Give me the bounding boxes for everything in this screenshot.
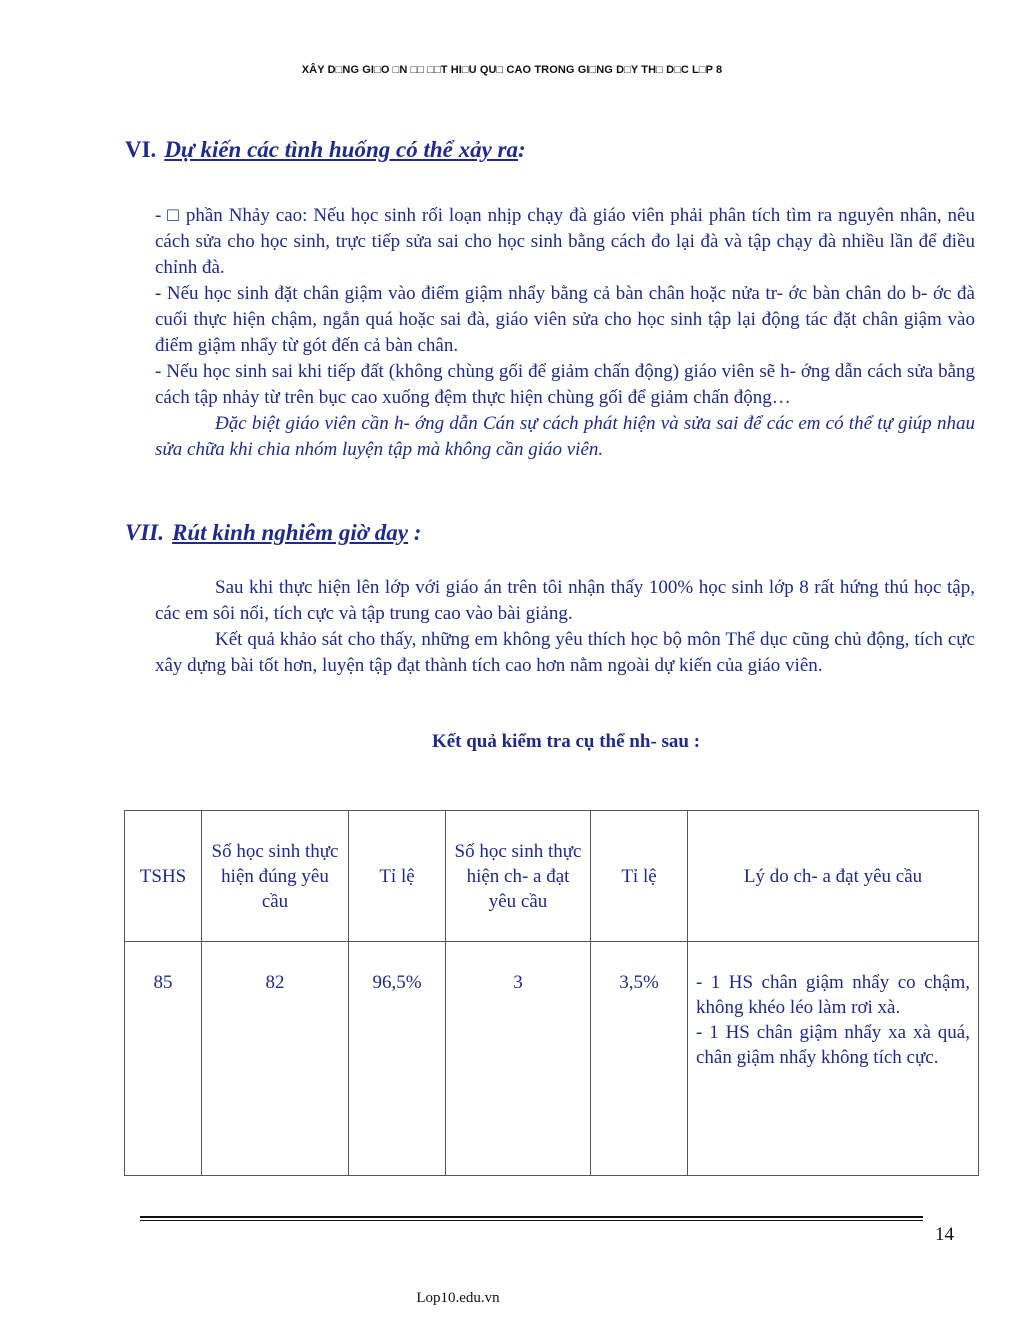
header-cell: Số học sinh thực hiện ch- a đạt yêu cầu bbox=[446, 811, 591, 942]
reason-item: - 1 HS chân giậm nhẩy co chậm, không khéo léo làm rơi xà. bbox=[696, 972, 970, 1018]
header-cell: Lý do ch- a đạt yêu cầu bbox=[688, 811, 979, 942]
page-number: 14 bbox=[935, 1224, 954, 1245]
table-cell: 85 bbox=[125, 942, 202, 1176]
section-6-body bbox=[155, 203, 975, 463]
reason-item: - 1 HS chân giậm nhẩy xa xà quá, chân giậm nhẩy không tích cực. bbox=[696, 1022, 970, 1068]
footer-site: Lop10.edu.vn bbox=[416, 1290, 500, 1306]
footer-rule bbox=[140, 1216, 923, 1218]
section-7-number: VII. bbox=[125, 520, 164, 545]
header-cell: Tỉ lệ bbox=[349, 811, 446, 942]
running-header: XÂY D□NG GI□O □N □□ □□T HI□U QU□ CAO TRONG GI□NG D□Y TH□ D□C L□P 8 bbox=[301, 64, 723, 76]
results-table bbox=[124, 810, 979, 1176]
paragraph: - □ phần Nhảy cao: Nếu học sinh rối loạn nhịp chạy đà giáo viên phải phân tích tìm ra nguyên nhân, nêu cách sửa cho học sinh, trực tiếp sửa sai cho học sinh bằng cách đo lại đà và tập chạy đà nhiều lần để điều chỉnh đà. bbox=[155, 205, 975, 278]
paragraph: - Nếu học sinh sai khi tiếp đất (không chùng gối để giảm chấn động) giáo viên sẽ h- ớng dẫn cách sửa bằng cách tập nhảy từ trên bục cao xuống đệm thực hiện chùng gối để giảm chấn động… bbox=[155, 361, 975, 408]
table-cell: 82 bbox=[202, 942, 349, 1176]
paragraph: Kết quả khảo sát cho thấy, những em không yêu thích học bộ môn Thể dục cũng chủ động, tích cực xây dựng bài tốt hơn, luyện tập đạt thành tích cao hơn nằm ngoài dự kiến của giáo viên. bbox=[155, 629, 975, 676]
section-6-heading bbox=[125, 137, 526, 163]
reason-cell bbox=[688, 942, 979, 1176]
table-row bbox=[125, 942, 979, 1176]
section-6-title: Dự kiến các tình huống có thể xảy ra bbox=[164, 137, 519, 162]
section-7-title: Rút kinh nghiêm giờ day bbox=[172, 520, 409, 545]
table-cell: 3,5% bbox=[591, 942, 688, 1176]
header-cell: TSHS bbox=[125, 811, 202, 942]
section-6-number: VI. bbox=[125, 137, 157, 162]
table-header-row bbox=[125, 811, 979, 942]
footer-rule bbox=[140, 1220, 923, 1221]
italic-paragraph: Đặc biệt giáo viên cần h- ớng dẫn Cán sự cách phát hiện và sửa sai để các em có thể tự giúp nhau sửa chữa khi chia nhóm luyện tập mà không cần giáo viên. bbox=[155, 413, 975, 460]
table-cell: 3 bbox=[446, 942, 591, 1176]
table-cell: 96,5% bbox=[349, 942, 446, 1176]
section-7-body bbox=[155, 575, 975, 679]
header-cell: Số học sinh thực hiện đúng yêu cầu bbox=[202, 811, 349, 942]
paragraph: - Nếu học sinh đặt chân giậm vào điểm giậm nhẩy bằng cả bàn chân hoặc nửa tr- ớc bàn chân do b- ớc đà cuối thực hiện chậm, ngắn quá hoặc sai đà, giáo viên sửa cho học sinh tập lại động tác đặt chân giậm vào điểm giậm nhẩy từ gót đến cả bàn chân. bbox=[155, 283, 975, 356]
section-7-colon: : bbox=[408, 520, 422, 545]
results-heading: Kết quả kiểm tra cụ thể nh- sau : bbox=[431, 731, 701, 752]
section-7-heading bbox=[125, 520, 421, 546]
header-cell: Tỉ lệ bbox=[591, 811, 688, 942]
paragraph: Sau khi thực hiện lên lớp với giáo án trên tôi nhận thấy 100% học sinh lớp 8 rất hứng thú học tập, các em sôi nổi, tích cực và tập trung cao vào bài giảng. bbox=[155, 577, 975, 624]
section-6-colon: : bbox=[518, 137, 526, 162]
